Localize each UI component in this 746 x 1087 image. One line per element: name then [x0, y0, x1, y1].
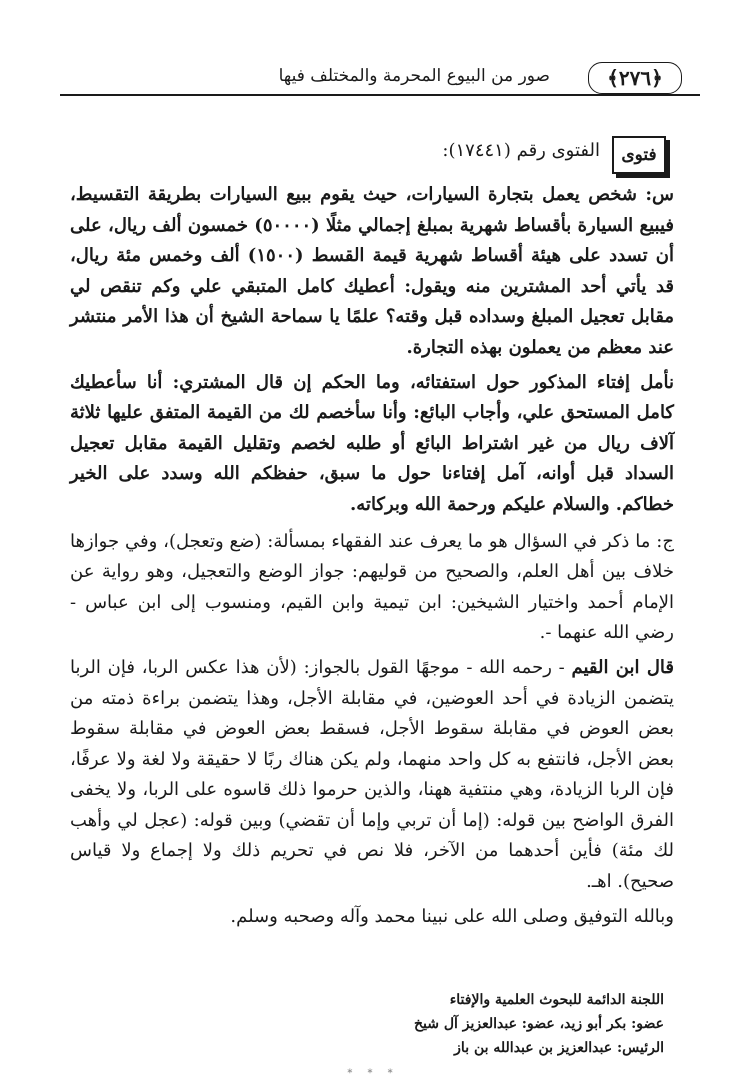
answer-paragraph-1: ج: ما ذكر في السؤال هو ما يعرف عند الفقهاء بمسألة: (ضع وتعجل)، وفي جوازها خلاف بين أهل العلم، والصحيح من قوليهم: جواز الوضع والتعجيل، وهو رواية عن الإمام أحمد واختيار الشيخين: ابن تيمية وابن القيم، ومنسوب إلى ابن عباس - رضي الله عنهما -.: [70, 530, 674, 644]
fatwa-number: الفتوى رقم (١٧٤٤١):: [442, 140, 600, 161]
page-header: [60, 58, 700, 98]
section-ornament: * * *: [347, 1068, 399, 1079]
page-number: ﴿٢٧٦﴾: [588, 62, 682, 94]
running-title: صور من البيوع المحرمة والمختلف فيها: [267, 66, 550, 86]
fatwa-tag: فتوى: [612, 136, 666, 174]
question-paragraph-2: نأمل إفتاء المذكور حول استفتائه، وما الحكم إن قال المشتري: أنا سأعطيك كامل المستحق علي، وأجاب البائع: وأنا سأخصم لك من القيمة المتفق عليها ثلاثة آلاف ريال من غير اشتراط البائع أو طلبه لخصم وتقليل القيمة مقابل تعجيل السداد قبل أوانه، آمل إفتاءنا حول ما سبق، حفظكم الله وسدد على الخير خطاكم. والسلام عليكم ورحمة الله وبركاته.: [70, 371, 674, 515]
body-text: [70, 180, 674, 936]
signatures: [414, 988, 664, 1060]
committee-members: عضو: بكر أبو زيد، عضو: عبدالعزيز آل شيخ: [413, 1016, 664, 1032]
closing-line: وبالله التوفيق وصلى الله على نبينا محمد وآله وصحبه وسلم.: [230, 905, 674, 927]
ibn-qayyim-name: قال ابن القيم: [571, 656, 674, 678]
header-rule: [60, 94, 700, 96]
answer-paragraph-2: [70, 653, 674, 898]
committee-name: اللجنة الدائمة للبحوث العلمية والإفتاء: [449, 992, 664, 1008]
committee-president: الرئيس: عبدالعزيز بن عبدالله بن باز: [454, 1040, 664, 1056]
answer-paragraph-2-text: - رحمه الله - موجهًا القول بالجواز: (لأن هذا عكس الربا، فإن الربا يتضمن الزيادة في أحد العوضين، في مقابلة الأجل، وهذا يتضمن براءة ذمته من بعض العوض في مقابلة سقوط الأجل، فسقط بعض العوض في مقابلة سقوط بعض الأجل، فانتفع به كل واحد منهما، ولم يكن هناك ربًا لا حقيقة ولا لغة ولا عرفًا، فإن الربا الزيادة، وهي منتفية ههنا، والذين حرموا ذلك قاسوه على الربا، ولا يخفى الفرق الواضح بين قوله: (إما أن تربي وإما أن تقضي) وبين قوله: (عجل لي وأهب لك مئة) فأين أحدهما من الآخر، فلا نص في تحريم ذلك ولا إجماع ولا قياس صحيح). اهـ.: [70, 656, 674, 893]
question-paragraph-1: س: شخص يعمل بتجارة السيارات، حيث يقوم ببيع السيارات بطريقة التقسيط، فيبيع السيارة بأقساط شهرية بمبلغ إجمالي مثلًا (٥٠٠٠٠) خمسون ألف ريال، على أن تسدد على هيئة أقساط شهرية قيمة القسط (١٥٠٠) ألف وخمس مئة ريال، قد يأتي أحد المشترين منه ويقول: أعطيك كامل المتبقي علي وكم تنقص لي مقابل تعجيل المبلغ وسداده قبل وقته؟ علمًا يا سماحة الشيخ أن هذا الأمر منتشر عند معظم من يعملون بهذه التجارة.: [70, 184, 674, 358]
